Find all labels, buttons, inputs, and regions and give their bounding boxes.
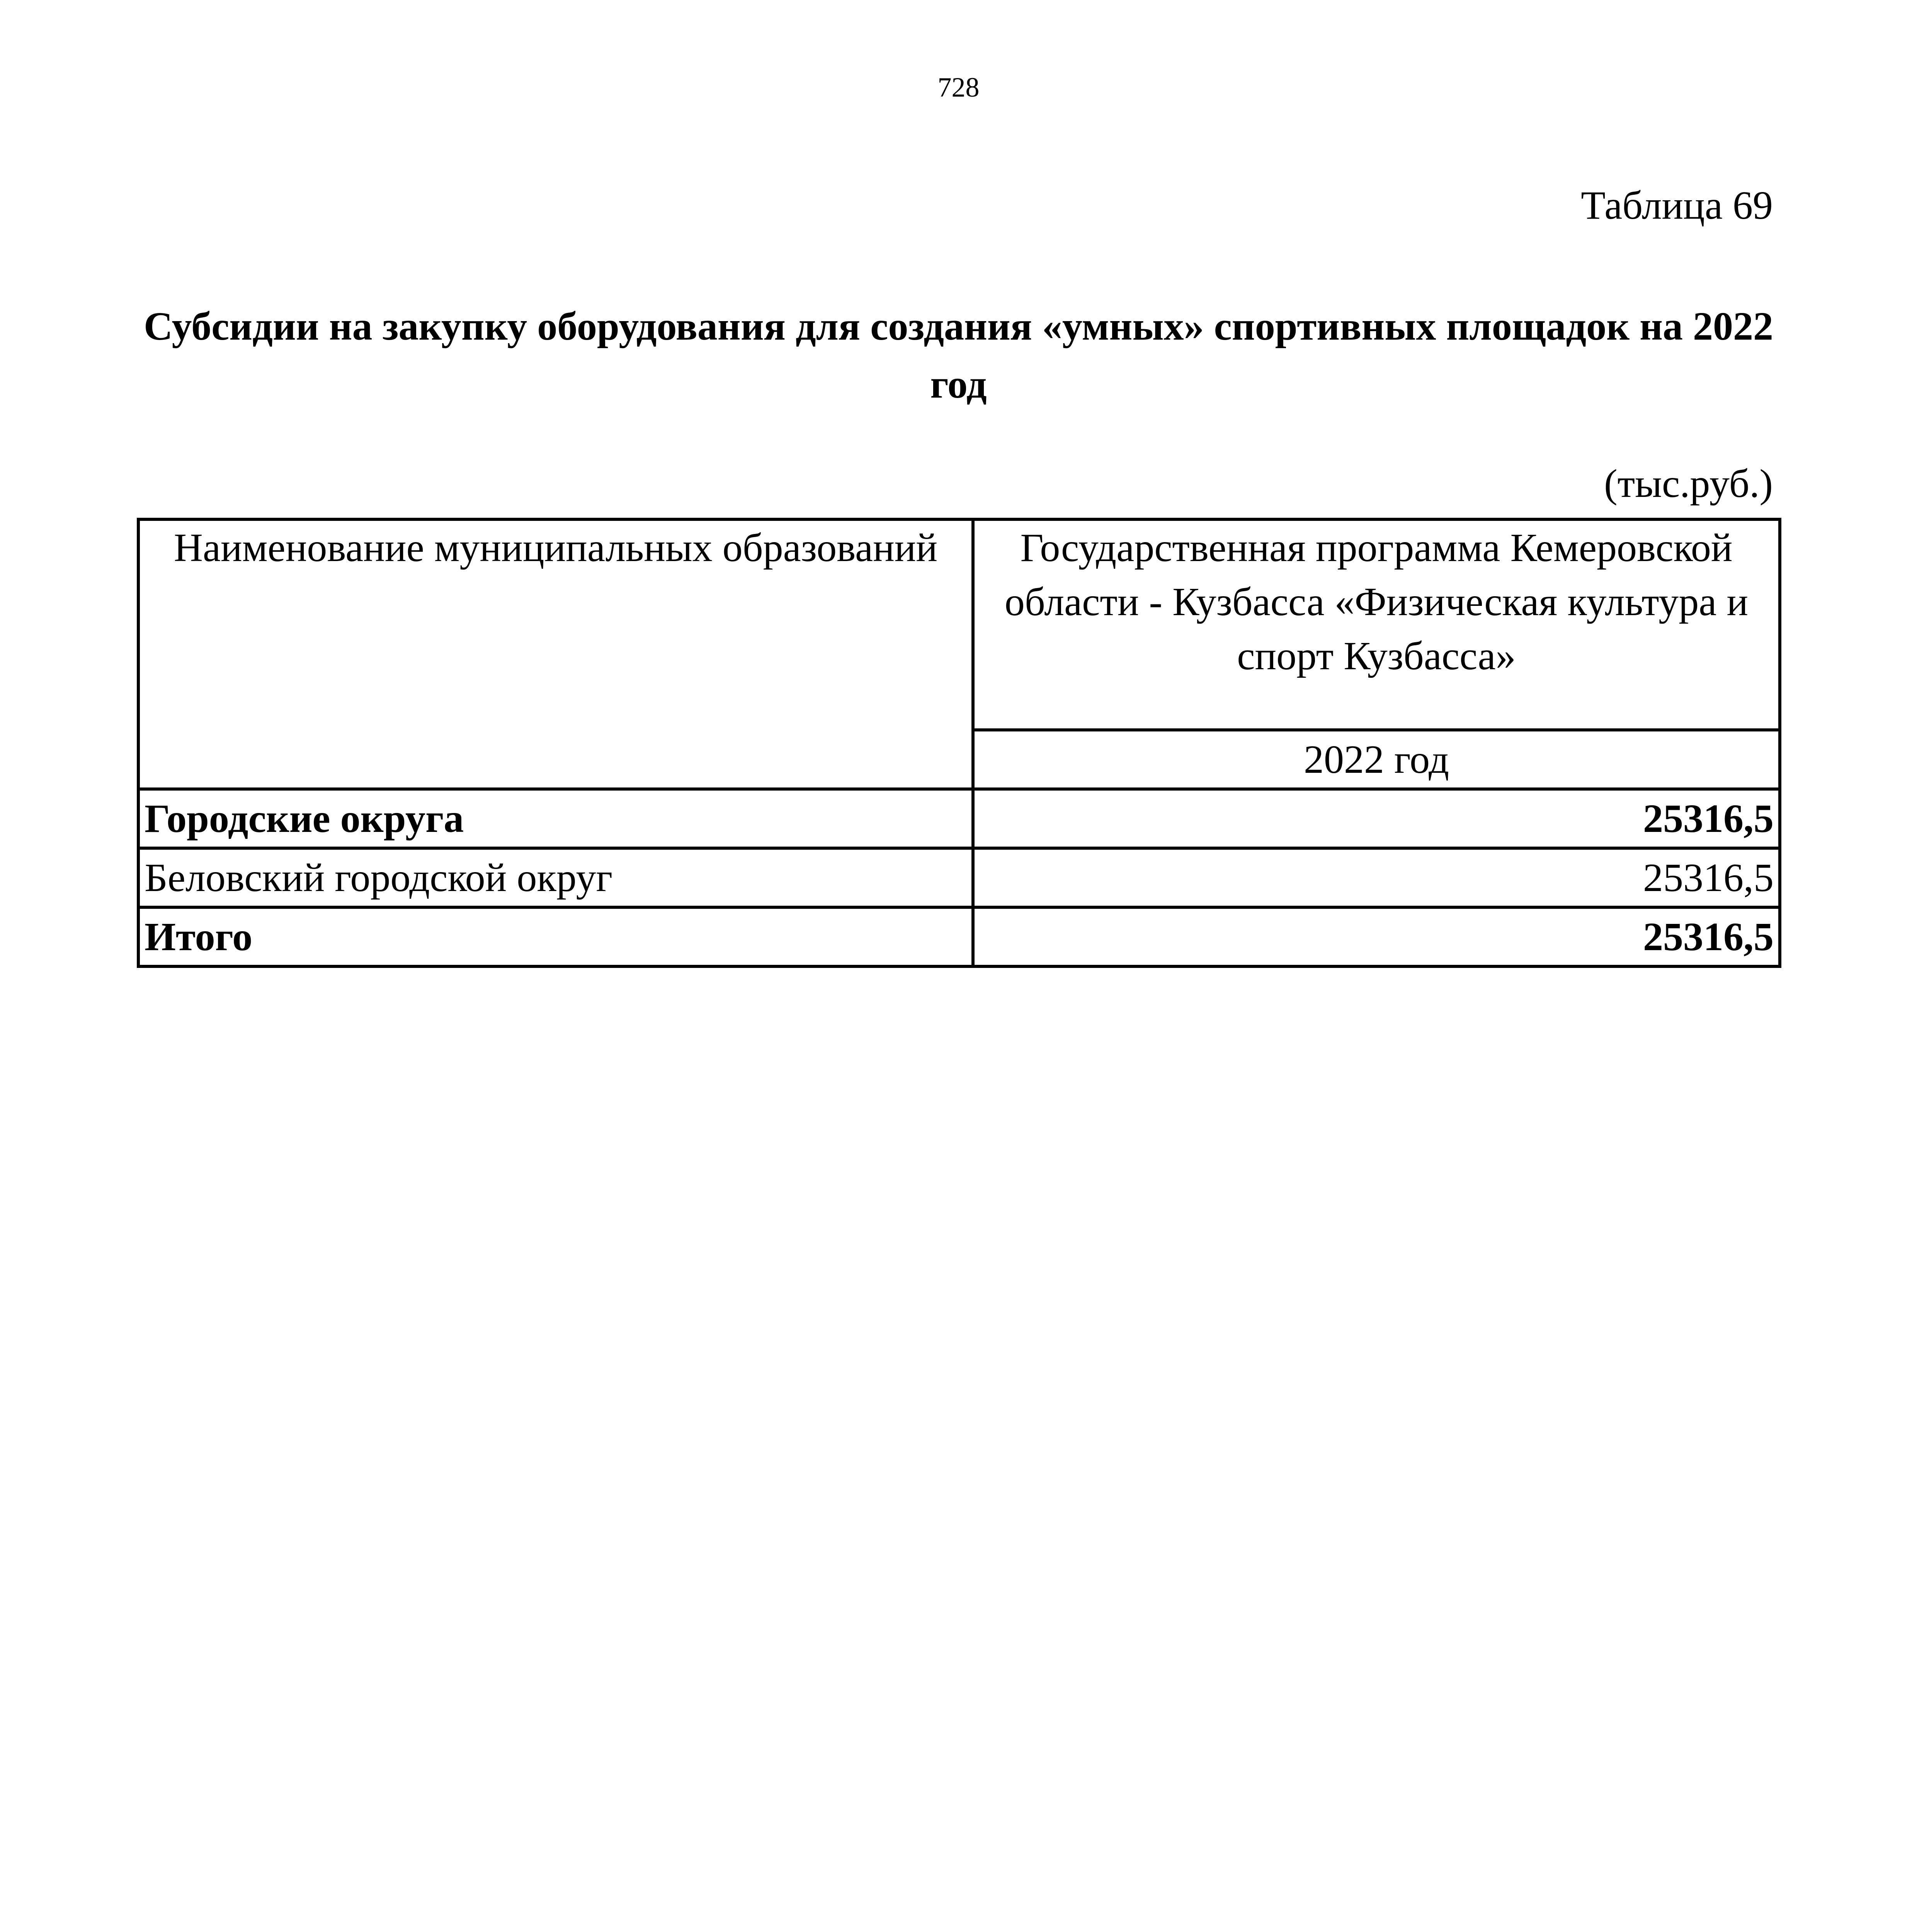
table-row	[138, 789, 1780, 848]
page-number: 728	[937, 72, 980, 103]
table-row	[138, 848, 1780, 907]
subsidies-table	[137, 518, 1781, 968]
row-value: 25316,5	[973, 848, 1780, 907]
units-label: (тыс.руб.)	[1604, 461, 1773, 506]
header-year: 2022 год	[973, 730, 1780, 789]
table-header-row	[138, 519, 1780, 730]
table-label: Таблица 69	[1581, 183, 1773, 228]
row-name: Итого	[138, 907, 973, 966]
row-value: 25316,5	[973, 907, 1780, 966]
row-name: Беловский городской округ	[138, 848, 973, 907]
row-name: Городские округа	[138, 789, 973, 848]
header-municipality: Наименование муниципальных образований	[138, 519, 973, 789]
header-program: Государственная программа Кемеровской области - Кузбасса «Физическая культура и спорт Кузбасса»	[973, 519, 1780, 730]
table-row-total	[138, 907, 1780, 966]
row-value: 25316,5	[973, 789, 1780, 848]
document-title: Субсидии на закупку оборудования для создания «умных» спортивных площадок на 2022 год	[143, 304, 1774, 406]
